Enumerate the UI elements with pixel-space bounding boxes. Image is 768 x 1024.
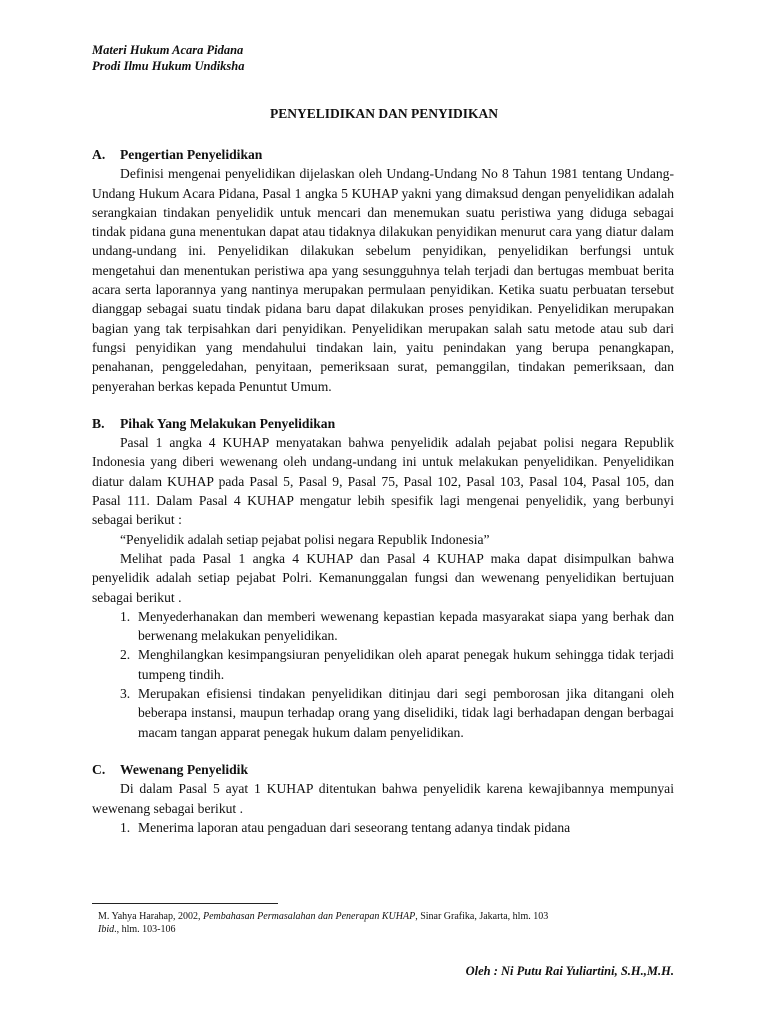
list-number: 1. — [120, 608, 131, 624]
list-number: 1. — [120, 819, 131, 835]
section-letter: C. — [92, 761, 106, 777]
section-title: Pihak Yang Melakukan Penyelidikan — [120, 415, 336, 431]
paragraph: Pasal 1 angka 4 KUHAP menyatakan bahwa penyelidik adalah pejabat polisi negara Republik Indonesia yang diberi wewenang oleh undang-undang ini untuk melakukan penyelidikan. Penyelidikan diatur dalam KUHAP pada Pasal 5, Pasal 9, Pasal 75, Pasal 102, Pasal 103, Pasal 104, Pasal 105, dan Pasal 111. Dalam Pasal 4 KUHAP mengatur lebih spesifik lagi mengenai penyelidik, yang berbunyi sebagai berikut : — [92, 435, 674, 528]
section-b — [92, 414, 674, 742]
course-header — [92, 42, 244, 74]
list-item — [92, 645, 674, 684]
list-item — [92, 607, 674, 646]
list-number: 3. — [120, 686, 131, 702]
footnote-text: ., hlm. 103-106 — [114, 924, 176, 935]
list-number: 2. — [120, 647, 131, 663]
section-title: Wewenang Penyelidik — [120, 761, 249, 777]
list-item — [92, 818, 674, 837]
footnote-text: , Sinar Grafika, Jakarta, hlm. 103 — [415, 911, 549, 922]
section-heading — [92, 760, 674, 779]
section-heading — [92, 414, 674, 433]
document-body — [92, 145, 674, 855]
paragraph: Definisi mengenai penyelidikan dijelaskan oleh Undang-Undang No 8 Tahun 1981 tentang Undang-Undang Hukum Acara Pidana, Pasal 1 angka 5 KUHAP yakni yang dimaksud dengan penyelidikan adalah serangkaian tindakan penyelidik untuk mencari dan menemukan suatu peristiwa yang diduga sebagai tindak pidana guna menentukan dapat atau tidaknya dilakukan penyidikan menurut cara yang diatur dalam undang-undang ini. Penyelidikan dilakukan sebelum penyidikan, penyelidikan berfungsi untuk mengetahui dan menentukan peristiwa apa yang sesungguhnya telah terjadi dan bertugas membuat berita acara serta laporannya yang nantinya merupakan permulaan penyidikan. Ketika suatu perbuatan tersebut dianggap sebagai suatu tindak pidana baru dapat dilakukan proses penyidikan. Penyelidikan merupakan bagian yang tak terpisahkan dari penyidikan. Penyelidikan merupakan salah satu metode atau sub dari fungsi penyidikan yang mendahului tindakan lain, yaitu penindakan yang berupa penangkapan, penahanan, penggeledahan, penyitaan, pemeriksaan surat, pemanggilan, tindakan pemeriksaan, dan penyerahan berkas kepada Penuntut Umum. — [92, 166, 674, 394]
section-letter: A. — [92, 147, 106, 162]
footnotes — [98, 910, 668, 936]
section-letter: B. — [92, 415, 105, 431]
footnote-divider — [92, 903, 278, 904]
author-line: Oleh : Ni Putu Rai Yuliartini, S.H.,M.H. — [465, 964, 674, 978]
page-title: PENYELIDIKAN DAN PENYIDIKAN — [269, 106, 499, 121]
footnote-2 — [98, 923, 668, 936]
section-heading — [92, 145, 674, 164]
footnote-ibid: Ibid — [98, 924, 115, 935]
list-text: Merupakan efisiensi tindakan penyelidikan ditinjau dari segi pemborosan jika ditangani oleh beberapa instansi, maupun terhadap orang yang diselidiki, tidak lagi berhadapan dengan berbagai macam tangan apparat penegak hukum dalam penyelidikan. — [138, 686, 674, 740]
course-name: Materi Hukum Acara Pidana — [92, 43, 244, 57]
footnote-1 — [98, 910, 668, 923]
quote: “Penyelidik adalah setiap pejabat polisi negara Republik Indonesia” — [120, 531, 490, 547]
numbered-list — [92, 607, 674, 742]
paragraph: Di dalam Pasal 5 ayat 1 KUHAP ditentukan bahwa penyelidik karena kewajibannya mempunyai wewenang sebagai berikut . — [92, 781, 674, 816]
list-text: Menyederhanakan dan memberi wewenang kepastian kepada masyarakat siapa yang berhak dan berwenang melakukan penyelidikan. — [138, 608, 674, 644]
program-name: Prodi Ilmu Hukum Undiksha — [92, 59, 245, 73]
paragraph: Melihat pada Pasal 1 angka 4 KUHAP dan Pasal 4 KUHAP maka dapat disimpulkan bahwa penyelidik adalah setiap pejabat Polri. Kemanunggalan fungsi dan wewenang penyelidikan bertujuan sebagai berikut . — [92, 550, 674, 605]
section-title: Pengertian Penyelidikan — [120, 147, 263, 162]
list-text: Menghilangkan kesimpangsiuran penyelidikan oleh aparat penegak hukum sehingga tidak terjadi tumpeng tindih. — [138, 647, 674, 682]
section-c — [92, 760, 674, 837]
section-a — [92, 145, 674, 396]
numbered-list — [92, 818, 674, 837]
list-text: Menerima laporan atau pengaduan dari seseorang tentang adanya tindak pidana — [138, 819, 571, 835]
footnote-book-title: Pembahasan Permasalahan dan Penerapan KUHAP — [203, 911, 416, 922]
list-item — [92, 684, 674, 742]
footnote-text: M. Yahya Harahap, 2002, — [98, 911, 203, 922]
